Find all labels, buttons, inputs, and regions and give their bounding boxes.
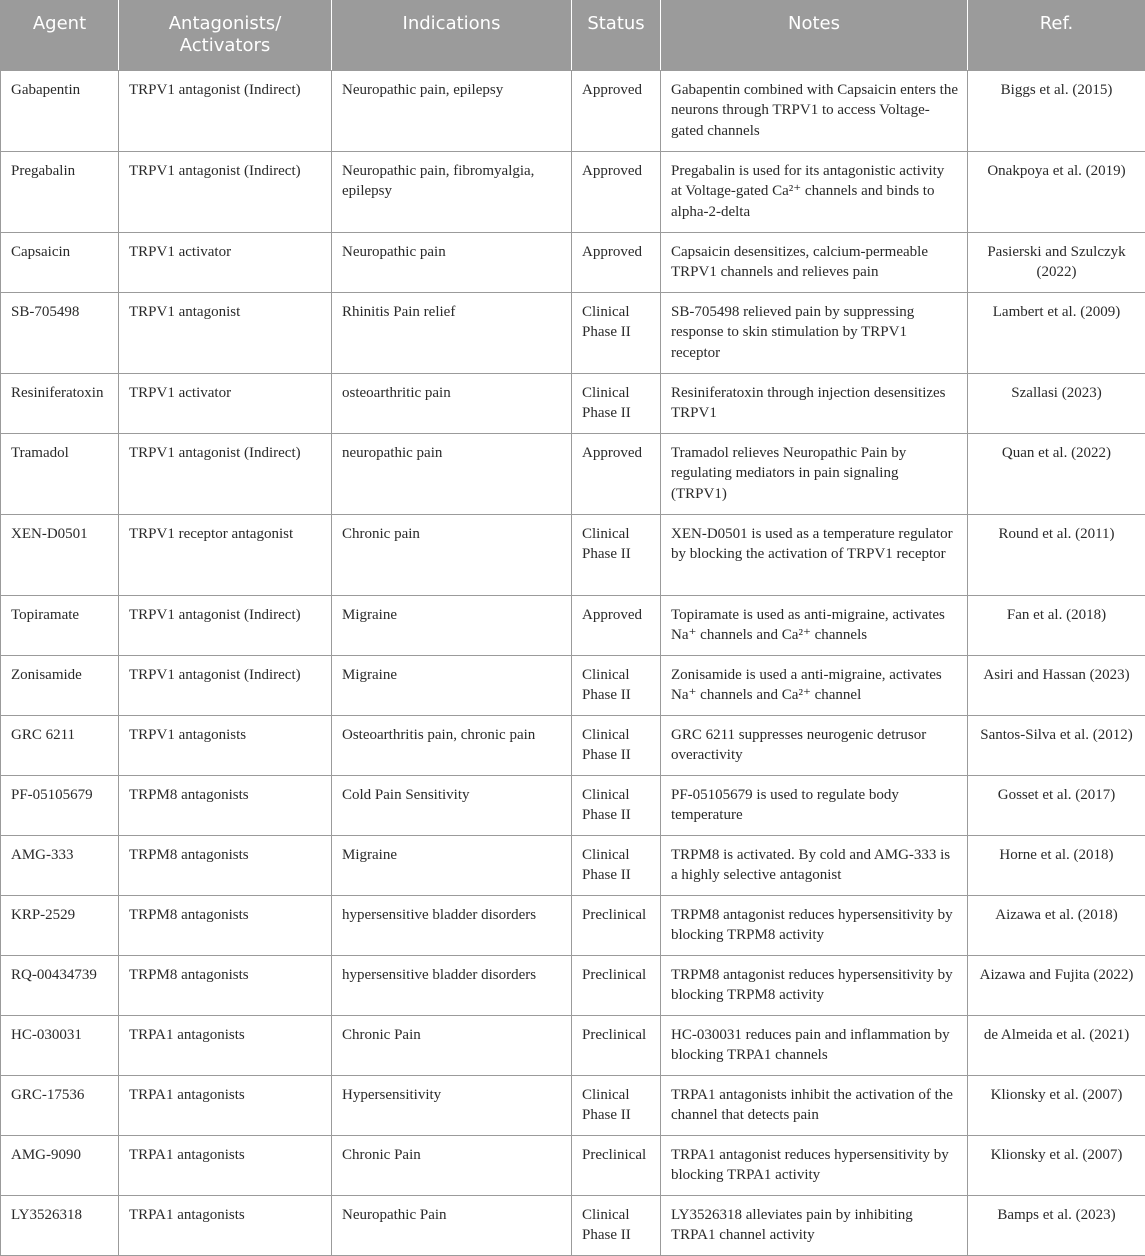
indications-cell: hypersensitive bladder disorders: [332, 895, 572, 955]
table-row: [1, 1195, 1145, 1255]
header-row: [1, 0, 1145, 70]
notes-cell: TRPA1 antagonist reduces hypersensitivity by blocking TRPA1 activity: [661, 1135, 968, 1195]
indications-cell: Cold Pain Sensitivity: [332, 775, 572, 835]
notes-cell: Resiniferatoxin through injection desensitizes TRPV1: [661, 373, 968, 433]
agent-cell: HC-030031: [1, 1015, 119, 1075]
agent-cell: GRC-17536: [1, 1075, 119, 1135]
indications-cell: Neuropathic pain, epilepsy: [332, 70, 572, 151]
notes-cell: TRPA1 antagonists inhibit the activation of the channel that detects pain: [661, 1075, 968, 1135]
type-cell: TRPV1 antagonist (Indirect): [119, 433, 332, 514]
agent-cell: Zonisamide: [1, 655, 119, 715]
type-cell: TRPV1 antagonist (Indirect): [119, 595, 332, 655]
ref-cell: de Almeida et al. (2021): [968, 1015, 1145, 1075]
status-cell: Clinical Phase II: [572, 514, 661, 595]
table-header: [1, 0, 1145, 70]
indications-cell: Rhinitis Pain relief: [332, 292, 572, 373]
ref-cell: Fan et al. (2018): [968, 595, 1145, 655]
type-cell: TRPV1 antagonist (Indirect): [119, 70, 332, 151]
status-cell: Approved: [572, 70, 661, 151]
ref-cell: Santos-Silva et al. (2012): [968, 715, 1145, 775]
table-row: [1, 151, 1145, 232]
indications-cell: hypersensitive bladder disorders: [332, 955, 572, 1015]
indications-cell: Chronic pain: [332, 514, 572, 595]
status-cell: Preclinical: [572, 955, 661, 1015]
notes-cell: TRPM8 antagonist reduces hypersensitivity by blocking TRPM8 activity: [661, 955, 968, 1015]
status-cell: Preclinical: [572, 1015, 661, 1075]
type-cell: TRPV1 antagonist (Indirect): [119, 151, 332, 232]
agent-cell: GRC 6211: [1, 715, 119, 775]
ref-cell: Horne et al. (2018): [968, 835, 1145, 895]
ref-cell: Asiri and Hassan (2023): [968, 655, 1145, 715]
table-row: [1, 514, 1145, 595]
notes-cell: Topiramate is used as anti-migraine, activates Na⁺ channels and Ca²⁺ channels: [661, 595, 968, 655]
table-row: [1, 1135, 1145, 1195]
header-agent: Agent: [1, 0, 119, 70]
type-cell: TRPV1 receptor antagonist: [119, 514, 332, 595]
indications-cell: Neuropathic Pain: [332, 1195, 572, 1255]
table-body: [1, 70, 1145, 1255]
type-cell: TRPM8 antagonists: [119, 835, 332, 895]
notes-cell: Capsaicin desensitizes, calcium-permeable TRPV1 channels and relieves pain: [661, 232, 968, 292]
ref-cell: Lambert et al. (2009): [968, 292, 1145, 373]
notes-cell: HC-030031 reduces pain and inflammation by blocking TRPA1 channels: [661, 1015, 968, 1075]
table-row: [1, 433, 1145, 514]
agent-cell: KRP-2529: [1, 895, 119, 955]
type-cell: TRPV1 activator: [119, 232, 332, 292]
notes-cell: GRC 6211 suppresses neurogenic detrusor overactivity: [661, 715, 968, 775]
header-ref: Ref.: [968, 0, 1145, 70]
agent-cell: Topiramate: [1, 595, 119, 655]
notes-cell: SB-705498 relieved pain by suppressing response to skin stimulation by TRPV1 receptor: [661, 292, 968, 373]
notes-cell: PF-05105679 is used to regulate body temperature: [661, 775, 968, 835]
indications-cell: Chronic Pain: [332, 1135, 572, 1195]
indications-cell: neuropathic pain: [332, 433, 572, 514]
agent-cell: AMG-333: [1, 835, 119, 895]
ref-cell: Pasierski and Szulczyk (2022): [968, 232, 1145, 292]
status-cell: Preclinical: [572, 1135, 661, 1195]
indications-cell: Neuropathic pain, fibromyalgia, epilepsy: [332, 151, 572, 232]
status-cell: Clinical Phase II: [572, 835, 661, 895]
agent-cell: AMG-9090: [1, 1135, 119, 1195]
agent-cell: Tramadol: [1, 433, 119, 514]
ref-cell: Bamps et al. (2023): [968, 1195, 1145, 1255]
agent-cell: PF-05105679: [1, 775, 119, 835]
type-cell: TRPM8 antagonists: [119, 775, 332, 835]
table-row: [1, 595, 1145, 655]
type-cell: TRPA1 antagonists: [119, 1075, 332, 1135]
status-cell: Clinical Phase II: [572, 1195, 661, 1255]
agent-cell: Resiniferatoxin: [1, 373, 119, 433]
table-row: [1, 955, 1145, 1015]
type-cell: TRPM8 antagonists: [119, 955, 332, 1015]
agent-cell: LY3526318: [1, 1195, 119, 1255]
indications-cell: Hypersensitivity: [332, 1075, 572, 1135]
status-cell: Clinical Phase II: [572, 655, 661, 715]
status-cell: Clinical Phase II: [572, 715, 661, 775]
indications-cell: Migraine: [332, 595, 572, 655]
status-cell: Approved: [572, 433, 661, 514]
ref-cell: Onakpoya et al. (2019): [968, 151, 1145, 232]
header-status: Status: [572, 0, 661, 70]
notes-cell: Pregabalin is used for its antagonistic activity at Voltage-gated Ca²⁺ channels and binds to alpha-2-delta: [661, 151, 968, 232]
table-row: [1, 835, 1145, 895]
header-notes: Notes: [661, 0, 968, 70]
type-cell: TRPV1 antagonist (Indirect): [119, 655, 332, 715]
ref-cell: Gosset et al. (2017): [968, 775, 1145, 835]
table-row: [1, 373, 1145, 433]
ref-cell: Klionsky et al. (2007): [968, 1135, 1145, 1195]
table-row: [1, 70, 1145, 151]
ref-cell: Aizawa and Fujita (2022): [968, 955, 1145, 1015]
ref-cell: Round et al. (2011): [968, 514, 1145, 595]
indications-cell: Chronic Pain: [332, 1015, 572, 1075]
ref-cell: Klionsky et al. (2007): [968, 1075, 1145, 1135]
ref-cell: Szallasi (2023): [968, 373, 1145, 433]
indications-cell: Migraine: [332, 655, 572, 715]
table-row: [1, 232, 1145, 292]
agent-cell: SB-705498: [1, 292, 119, 373]
status-cell: Approved: [572, 151, 661, 232]
status-cell: Preclinical: [572, 895, 661, 955]
notes-cell: TRPM8 antagonist reduces hypersensitivity by blocking TRPM8 activity: [661, 895, 968, 955]
agent-cell: Gabapentin: [1, 70, 119, 151]
type-cell: TRPV1 antagonists: [119, 715, 332, 775]
status-cell: Approved: [572, 595, 661, 655]
table-row: [1, 655, 1145, 715]
notes-cell: Tramadol relieves Neuropathic Pain by regulating mediators in pain signaling (TRPV1): [661, 433, 968, 514]
table-row: [1, 715, 1145, 775]
type-cell: TRPV1 activator: [119, 373, 332, 433]
indications-cell: osteoarthritic pain: [332, 373, 572, 433]
notes-cell: TRPM8 is activated. By cold and AMG-333 is a highly selective antagonist: [661, 835, 968, 895]
status-cell: Clinical Phase II: [572, 292, 661, 373]
ref-cell: Aizawa et al. (2018): [968, 895, 1145, 955]
notes-cell: Zonisamide is used a anti-migraine, activates Na⁺ channels and Ca²⁺ channel: [661, 655, 968, 715]
table-row: [1, 292, 1145, 373]
agent-cell: RQ-00434739: [1, 955, 119, 1015]
type-cell: TRPV1 antagonist: [119, 292, 332, 373]
header-indications: Indications: [332, 0, 572, 70]
status-cell: Approved: [572, 232, 661, 292]
table-row: [1, 775, 1145, 835]
agent-cell: Capsaicin: [1, 232, 119, 292]
indications-cell: Migraine: [332, 835, 572, 895]
notes-cell: XEN-D0501 is used as a temperature regulator by blocking the activation of TRPV1 receptor: [661, 514, 968, 595]
status-cell: Clinical Phase II: [572, 775, 661, 835]
notes-cell: LY3526318 alleviates pain by inhibiting TRPA1 channel activity: [661, 1195, 968, 1255]
indications-cell: Osteoarthritis pain, chronic pain: [332, 715, 572, 775]
type-cell: TRPA1 antagonists: [119, 1195, 332, 1255]
type-cell: TRPA1 antagonists: [119, 1135, 332, 1195]
table-row: [1, 895, 1145, 955]
agent-cell: XEN-D0501: [1, 514, 119, 595]
ref-cell: Quan et al. (2022): [968, 433, 1145, 514]
table-row: [1, 1075, 1145, 1135]
ref-cell: Biggs et al. (2015): [968, 70, 1145, 151]
status-cell: Clinical Phase II: [572, 1075, 661, 1135]
indications-cell: Neuropathic pain: [332, 232, 572, 292]
agent-cell: Pregabalin: [1, 151, 119, 232]
type-cell: TRPM8 antagonists: [119, 895, 332, 955]
status-cell: Clinical Phase II: [572, 373, 661, 433]
header-antagonists-activators: Antagonists/ Activators: [119, 0, 332, 70]
table-row: [1, 1015, 1145, 1075]
notes-cell: Gabapentin combined with Capsaicin enters the neurons through TRPV1 to access Voltage-gated channels: [661, 70, 968, 151]
type-cell: TRPA1 antagonists: [119, 1015, 332, 1075]
